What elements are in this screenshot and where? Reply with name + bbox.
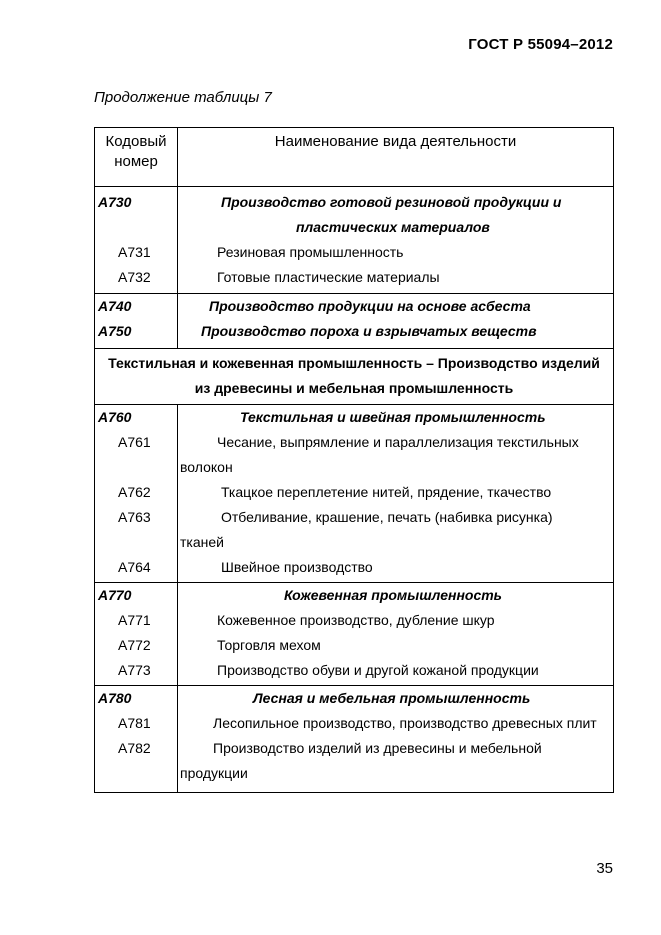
row-code: А761 xyxy=(118,434,151,450)
row-name: Готовые пластические материалы xyxy=(217,269,440,285)
table-row xyxy=(95,555,613,580)
table-row xyxy=(95,608,613,633)
row-code: А773 xyxy=(118,662,151,678)
section-a770 xyxy=(95,582,613,685)
row-name: Ткацкое переплетение нитей, прядение, ткачество xyxy=(221,484,552,500)
row-code: А781 xyxy=(118,715,151,731)
table-row-continued xyxy=(95,215,613,240)
table-row xyxy=(95,240,613,265)
table-row xyxy=(95,430,613,455)
row-code: А782 xyxy=(118,740,151,756)
code-column-header xyxy=(95,128,178,186)
row-code: А763 xyxy=(118,509,151,525)
table-row xyxy=(95,711,613,736)
table-row xyxy=(95,405,613,430)
table-row xyxy=(95,736,613,761)
table-header-row xyxy=(95,128,613,187)
section-a730 xyxy=(95,187,613,293)
row-name-cont: пластических материалов xyxy=(296,219,490,235)
table-row-continued xyxy=(95,455,613,480)
row-code: А780 xyxy=(98,690,132,706)
row-code: А771 xyxy=(118,612,151,628)
row-name-cont: продукции xyxy=(180,765,248,781)
section-a740-a750 xyxy=(95,293,613,348)
row-code: А772 xyxy=(118,637,151,653)
name-column-header: Наименование вида деятельности xyxy=(274,133,517,150)
row-name: Производство обуви и другой кожаной продукции xyxy=(217,662,539,678)
row-code: А730 xyxy=(98,194,132,210)
table-row xyxy=(95,686,613,711)
activity-table xyxy=(94,127,614,793)
row-name: Производство изделий из древесины и мебельной xyxy=(213,740,542,756)
row-name: Кожевенная промышленность xyxy=(284,587,502,603)
row-code: А760 xyxy=(98,409,132,425)
document-header: ГОСТ Р 55094–2012 xyxy=(468,36,613,53)
row-name: Швейное производство xyxy=(221,559,373,575)
table-caption: Продолжение таблицы 7 xyxy=(94,89,272,106)
row-code: А764 xyxy=(118,559,151,575)
row-name: Торговля мехом xyxy=(217,637,321,653)
row-name: Лесная и мебельная промышленность xyxy=(253,690,531,706)
row-code: А750 xyxy=(98,323,132,339)
row-name: Отбеливание, крашение, печать (набивка рисунка) xyxy=(221,509,553,525)
row-name: Кожевенное производство, дубление шкур xyxy=(217,612,495,628)
row-name: Чесание, выпрямление и параллелизация текстильных xyxy=(217,434,579,450)
row-name: Производство пороха и взрывчатых веществ xyxy=(201,323,537,339)
table-row xyxy=(95,294,613,319)
section-title-line2: из древесины и мебельная промышленность xyxy=(194,380,514,396)
table-row-continued xyxy=(95,530,613,555)
row-name: Производство готовой резиновой продукции и xyxy=(221,194,562,210)
table-row xyxy=(95,265,613,290)
row-code: А770 xyxy=(98,587,132,603)
row-name: Резиновая промышленность xyxy=(217,244,404,260)
row-name: Производство продукции на основе асбеста xyxy=(209,298,531,314)
page-number: 35 xyxy=(596,860,613,877)
section-title-row xyxy=(95,348,613,404)
code-header-line2: номер xyxy=(114,153,158,170)
table-row xyxy=(95,190,613,215)
row-code: А731 xyxy=(118,244,151,260)
table-row xyxy=(95,480,613,505)
row-name-cont: волокон xyxy=(180,459,233,475)
table-row xyxy=(95,583,613,608)
table-row xyxy=(95,658,613,683)
row-name: Лесопильное производство, производство древесных плит xyxy=(213,715,597,731)
code-header-line1: Кодовый xyxy=(105,133,167,150)
row-code: А740 xyxy=(98,298,132,314)
table-row-continued xyxy=(95,761,613,786)
row-name: Текстильная и швейная промышленность xyxy=(240,409,546,425)
section-a760 xyxy=(95,404,613,582)
section-title-line1: Текстильная и кожевенная промышленность – Производство изделий xyxy=(108,355,600,371)
section-a780 xyxy=(95,685,613,792)
row-code: А762 xyxy=(118,484,151,500)
row-name-cont: тканей xyxy=(180,534,224,550)
table-row xyxy=(95,505,613,530)
table-row xyxy=(95,633,613,658)
row-code: А732 xyxy=(118,269,151,285)
table-row xyxy=(95,319,613,344)
